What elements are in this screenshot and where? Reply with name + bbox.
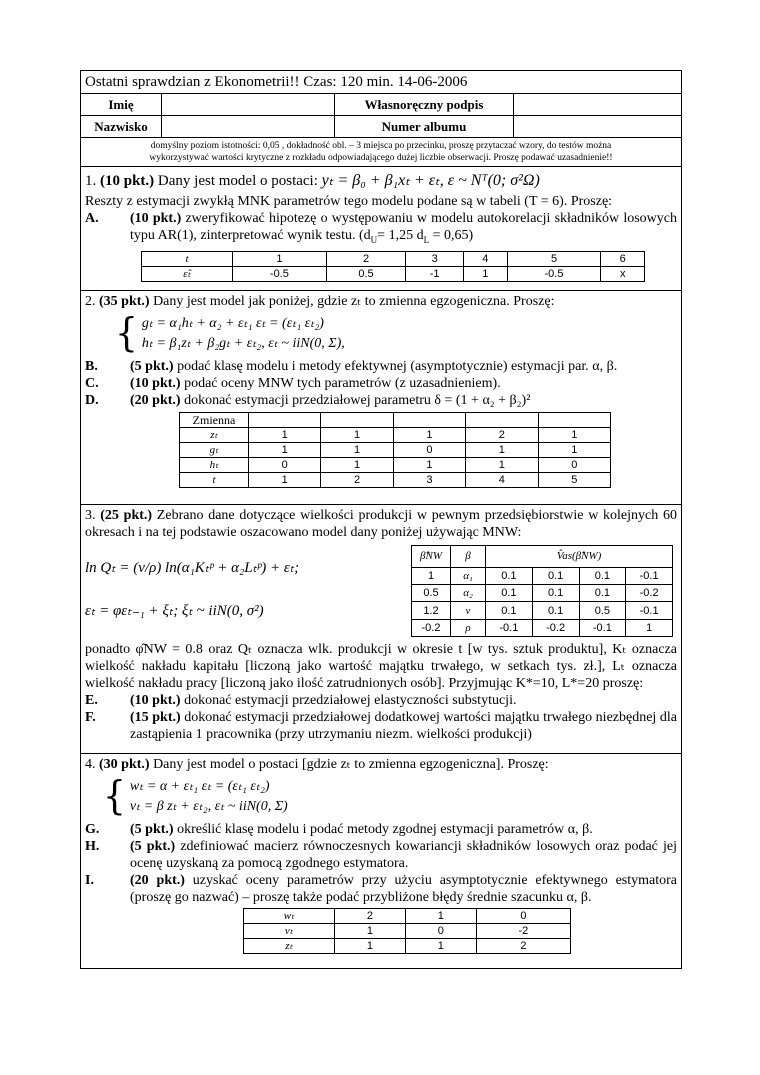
left-brace-icon: {: [103, 773, 126, 819]
id-table: [81, 94, 681, 137]
q1-task-a: [85, 210, 677, 249]
q2-task-d: [85, 392, 677, 409]
q1-number: 1.: [85, 173, 100, 189]
table-cell: 2: [466, 428, 538, 443]
table-row: [180, 428, 611, 443]
table-cell: 1: [626, 619, 673, 636]
podpis-field[interactable]: [514, 94, 682, 116]
zmienna-header: Zmienna: [180, 413, 249, 428]
task-c-label: C.: [85, 376, 99, 391]
table-cell: 2: [335, 909, 406, 924]
table-cell: 1: [412, 567, 451, 584]
table-cell: 0: [393, 443, 465, 458]
task-c-body: podać oceny MNW tych parametrów (z uzasadnieniem).: [180, 376, 501, 391]
table-row: [142, 251, 645, 266]
task-h-label: H.: [85, 839, 100, 854]
note-line-1: domyślny poziom istotności: 0,05 , dokładność obl. – 3 miejsca po przecinku, proszę przytaczać wzory, do testów można: [150, 141, 612, 151]
task-i-points: (20 pkt.): [130, 873, 185, 888]
table-cell: 1: [466, 443, 538, 458]
table-cell: 0.1: [486, 585, 533, 602]
q4-task-g: [85, 821, 677, 838]
question-3: [81, 505, 681, 754]
imie-field[interactable]: [162, 94, 335, 116]
exam-title: Ostatni sprawdzian z Ekonometrii!! Czas: 120 min. 14-06-2006: [81, 71, 681, 94]
table-cell: 0: [538, 458, 610, 473]
task-a-mid: = 1,25 d: [377, 228, 424, 243]
table-cell: 1: [249, 428, 321, 443]
table-cell: 1: [321, 428, 393, 443]
table-cell: 1: [393, 428, 465, 443]
table-cell: 2: [321, 473, 393, 488]
task-a-label: A.: [85, 211, 99, 226]
q4-task-h: [85, 838, 677, 872]
q3-equation-2: εₜ = φεₜ₋₁ + ξₜ; ξₜ ~ iiN(0, σ²): [85, 603, 264, 619]
q3-task-e: [85, 692, 677, 709]
residual-header: ε̂ₜ: [142, 266, 233, 281]
table-cell: -0.1: [626, 602, 673, 619]
variance-header: V̂as(β̂NW): [486, 546, 673, 568]
id-section: [81, 94, 681, 138]
table-cell: 0: [476, 909, 570, 924]
table-cell: 0.1: [486, 602, 533, 619]
q4-number: 4.: [85, 757, 99, 772]
q2-equation-1: gₜ = α₁hₜ + α₂ + εₜ₁ εₜ = (εₜ₁ εₜ₂): [141, 316, 324, 331]
table-cell: 6: [601, 251, 645, 266]
q2-task-c: [85, 375, 677, 392]
table-cell: [466, 413, 538, 428]
q3-paragraph: ponadto φ̂NW = 0.8 oraz Qₜ oznacza wlk. produkcji w okresie t [w tys. sztuk produktu], Kₜ oznacza wielkość nakładu kapitału [liczoną jako wartość majątku trwałego, w setkach tys. zł.], Lₜ oznacza wielkość nakładu pracy [liczoną jako ilość zatrudnionych osób]. Przyjmując K*=10, L*=20 proszę:: [85, 642, 677, 691]
du-subscript: U: [370, 234, 378, 245]
table-cell: -1: [406, 266, 464, 281]
table-cell: 1: [249, 473, 321, 488]
table-cell: 4: [464, 251, 508, 266]
q3-task-f: [85, 709, 677, 743]
task-d-body: dokonać estymacji przedziałowej parametru δ = (1 + α₂ + β₂)²: [180, 393, 531, 408]
table-row: [180, 443, 611, 458]
table-cell: 1: [335, 924, 406, 939]
q2-number: 2.: [85, 294, 99, 309]
table-cell: -0.1: [626, 567, 673, 584]
table-cell: 4: [466, 473, 538, 488]
task-e-points: (10 pkt.): [130, 693, 181, 708]
task-d-points: (20 pkt.): [130, 393, 181, 408]
q3-intro: Zebrano dane dotyczące wielkości produkcji w pewnym przedsiębiorstwie w kolejnych 60 okresach i na tej podstawie oszacowano model dany poniżej używając MNW:: [85, 508, 677, 540]
q3-estimates-table: [411, 545, 673, 637]
table-cell: 0.1: [532, 602, 579, 619]
q4-points: (30 pkt.): [99, 757, 150, 772]
q3-model-block: [85, 545, 677, 637]
row-name: zₜ: [180, 428, 249, 443]
table-row: [142, 266, 645, 281]
table-cell: 0.5: [579, 602, 626, 619]
table-cell: -0.5: [507, 266, 601, 281]
exam-sheet: [80, 70, 682, 969]
q3-points: (25 pkt.): [100, 508, 153, 523]
task-h-points: (5 pkt.): [130, 839, 176, 854]
table-row: [180, 413, 611, 428]
q2-task-b: [85, 358, 677, 375]
table-cell: [321, 413, 393, 428]
table-row: [412, 619, 673, 636]
table-cell: 1: [466, 458, 538, 473]
question-2: [81, 291, 681, 505]
task-g-points: (5 pkt.): [130, 822, 174, 837]
task-a-points: (10 pkt.): [130, 211, 182, 226]
task-h-body: zdefiniować macierz równoczesnych kowariancji składników losowych oraz podać jej ocenę uzyskaną za pomocą zgodnego estymatora.: [130, 839, 678, 871]
table-cell: 0.1: [579, 567, 626, 584]
table-row: [412, 546, 673, 568]
task-a-end: = 0,65): [429, 228, 474, 243]
table-cell: [538, 413, 610, 428]
param-name: α₁: [451, 567, 486, 584]
album-label: Numer albumu: [335, 116, 514, 138]
podpis-label: Własnoręczny podpis: [335, 94, 514, 116]
instructions-note: [81, 138, 681, 167]
nazwisko-label: Nazwisko: [81, 116, 162, 138]
param-name: α₂: [451, 585, 486, 602]
table-cell: 1.2: [412, 602, 451, 619]
table-cell: 1: [538, 428, 610, 443]
table-cell: 0.1: [532, 585, 579, 602]
question-4: [81, 754, 681, 968]
table-cell: 3: [406, 251, 464, 266]
table-cell: 3: [393, 473, 465, 488]
table-cell: 1: [233, 251, 327, 266]
table-cell: 0: [249, 458, 321, 473]
dl-subscript: L: [423, 234, 430, 245]
table-cell: 1: [321, 443, 393, 458]
q3-number: 3.: [85, 508, 101, 523]
task-g-body: określić klasę modelu i podać metody zgodnej estymacji parametrów α, β.: [173, 822, 593, 837]
q1-model-equation: yₜ = β₀ + β₁xₜ + εₜ, ε ~ Nᵀ(0; σ²Ω): [321, 172, 540, 189]
table-cell: 1: [405, 909, 476, 924]
table-row: [180, 458, 611, 473]
task-i-label: I.: [85, 873, 94, 888]
q2-header: [85, 293, 677, 310]
q2-points: (35 pkt.): [99, 294, 150, 309]
q4-task-i: [85, 872, 677, 906]
table-cell: -0.1: [579, 619, 626, 636]
imie-label: Imię: [81, 94, 162, 116]
table-cell: 1: [405, 939, 476, 954]
table-row: [180, 473, 611, 488]
table-cell: 0.1: [486, 567, 533, 584]
q4-equation-1: wₜ = α + εₜ₁ εₜ = (εₜ₁ εₜ₂): [129, 779, 270, 794]
table-cell: 5: [538, 473, 610, 488]
row-name: wₜ: [244, 909, 335, 924]
table-cell: 0.1: [579, 585, 626, 602]
task-b-points: (5 pkt.): [130, 359, 174, 374]
row-name: gₜ: [180, 443, 249, 458]
table-cell: -0.2: [532, 619, 579, 636]
row-name: vₜ: [244, 924, 335, 939]
album-field[interactable]: [514, 116, 682, 138]
q3-equation-1: ln Qₜ = (ν/ρ) ln(α₁Kₜᵖ + α₂Lₜᵖ) + εₜ;: [85, 560, 300, 576]
table-row: [412, 585, 673, 602]
table-cell: 1: [538, 443, 610, 458]
left-brace-icon: {: [115, 310, 138, 356]
nazwisko-field[interactable]: [162, 116, 335, 138]
row-name: hₜ: [180, 458, 249, 473]
task-f-body: dokonać estymacji przedziałowej dodatkowej wartości majątku trwałego niezbędnej dla zastąpienia 1 pracownika (przy utrzymaniu niezm. wielkości produkcji): [130, 710, 677, 742]
q1-points: (10 pkt.): [100, 173, 155, 189]
task-a-text: [130, 210, 677, 249]
question-1: [81, 167, 681, 291]
param-name: ν: [451, 602, 486, 619]
task-a-body: zweryfikować hipotezę o występowaniu w modelu autokorelacji składników losowych typu AR(1), zinterpretować wynik testu. (d: [130, 211, 678, 243]
task-b-label: B.: [85, 359, 98, 374]
table-row: [244, 909, 571, 924]
table-row: [412, 567, 673, 584]
table-cell: -0.5: [233, 266, 327, 281]
table-cell: x: [601, 266, 645, 281]
q4-intro: Dany jest model o postaci [gdzie zₜ to zmienna egzogeniczna]. Proszę:: [149, 757, 549, 772]
table-cell: 2: [476, 939, 570, 954]
table-row: [412, 602, 673, 619]
q4-equation-system: [103, 773, 677, 819]
q3-equations: [85, 545, 411, 637]
row-name: t: [180, 473, 249, 488]
table-cell: 0.5: [412, 585, 451, 602]
task-e-body: dokonać estymacji przedziałowej elastyczności substytucji.: [180, 693, 517, 708]
table-row: [244, 924, 571, 939]
q1-line2: Reszty z estymacji zwykłą MNK parametrów tego modelu podane są w tabeli (T = 6). Proszę:: [85, 194, 613, 209]
table-cell: 0.5: [326, 266, 405, 281]
table-cell: -0.1: [486, 619, 533, 636]
task-c-points: (10 pkt.): [130, 376, 181, 391]
q2-equation-system: [115, 310, 677, 356]
table-cell: -2: [476, 924, 570, 939]
table-cell: 1: [393, 458, 465, 473]
table-cell: 1: [464, 266, 508, 281]
beta-nw-header: β̂NW: [412, 546, 451, 568]
task-b-body: podać klasę modelu i metody efektywnej (asymptotycznie) estymacji par. α, β.: [173, 359, 618, 374]
table-cell: 1: [321, 458, 393, 473]
q1-residuals-table: [141, 251, 645, 282]
table-cell: 1: [249, 443, 321, 458]
task-d-label: D.: [85, 393, 99, 408]
table-row: [244, 939, 571, 954]
q4-equation-2: vₜ = β zₜ + εₜ₂, εₜ ~ iiN(0, Σ): [129, 799, 288, 814]
t-header: t: [142, 251, 233, 266]
q2-data-table: [179, 412, 611, 488]
q4-data-table: [243, 908, 571, 954]
row-name: zₜ: [244, 939, 335, 954]
task-f-points: (15 pkt.): [130, 710, 181, 725]
table-cell: -0.2: [626, 585, 673, 602]
task-g-label: G.: [85, 822, 100, 837]
task-f-label: F.: [85, 710, 96, 725]
table-cell: 1: [335, 939, 406, 954]
q2-equation-2: hₜ = β₁zₜ + β₂gₜ + εₜ₂, εₜ ~ iiN(0, Σ),: [141, 336, 345, 351]
table-cell: [249, 413, 321, 428]
table-cell: 2: [326, 251, 405, 266]
table-cell: 0: [405, 924, 476, 939]
q2-intro: Dany jest model jak poniżej, gdzie zₜ to zmienna egzogeniczna. Proszę:: [149, 294, 555, 309]
param-name: ρ: [451, 619, 486, 636]
table-cell: -0.2: [412, 619, 451, 636]
table-cell: 0.1: [532, 567, 579, 584]
q4-header: [85, 756, 677, 773]
q1-header: [85, 169, 677, 193]
beta-header: β: [451, 546, 486, 568]
note-line-2: wykorzystywać wartości krytyczne z rozkładu odpowiadającego dużej liczbie obserwacji. Proszę podawać uzasadnienie!!: [149, 153, 613, 163]
table-cell: [393, 413, 465, 428]
task-i-body: uzyskać oceny parametrów przy użyciu asymptotycznie efektywnego estymatora (proszę go nazwać) – proszę także podać przybliżone błędy średnie szacunku α, β.: [130, 873, 678, 905]
q1-intro: Dany jest model o postaci:: [154, 173, 322, 189]
q3-header: [85, 507, 677, 541]
task-e-label: E.: [85, 693, 98, 708]
table-cell: 5: [507, 251, 601, 266]
